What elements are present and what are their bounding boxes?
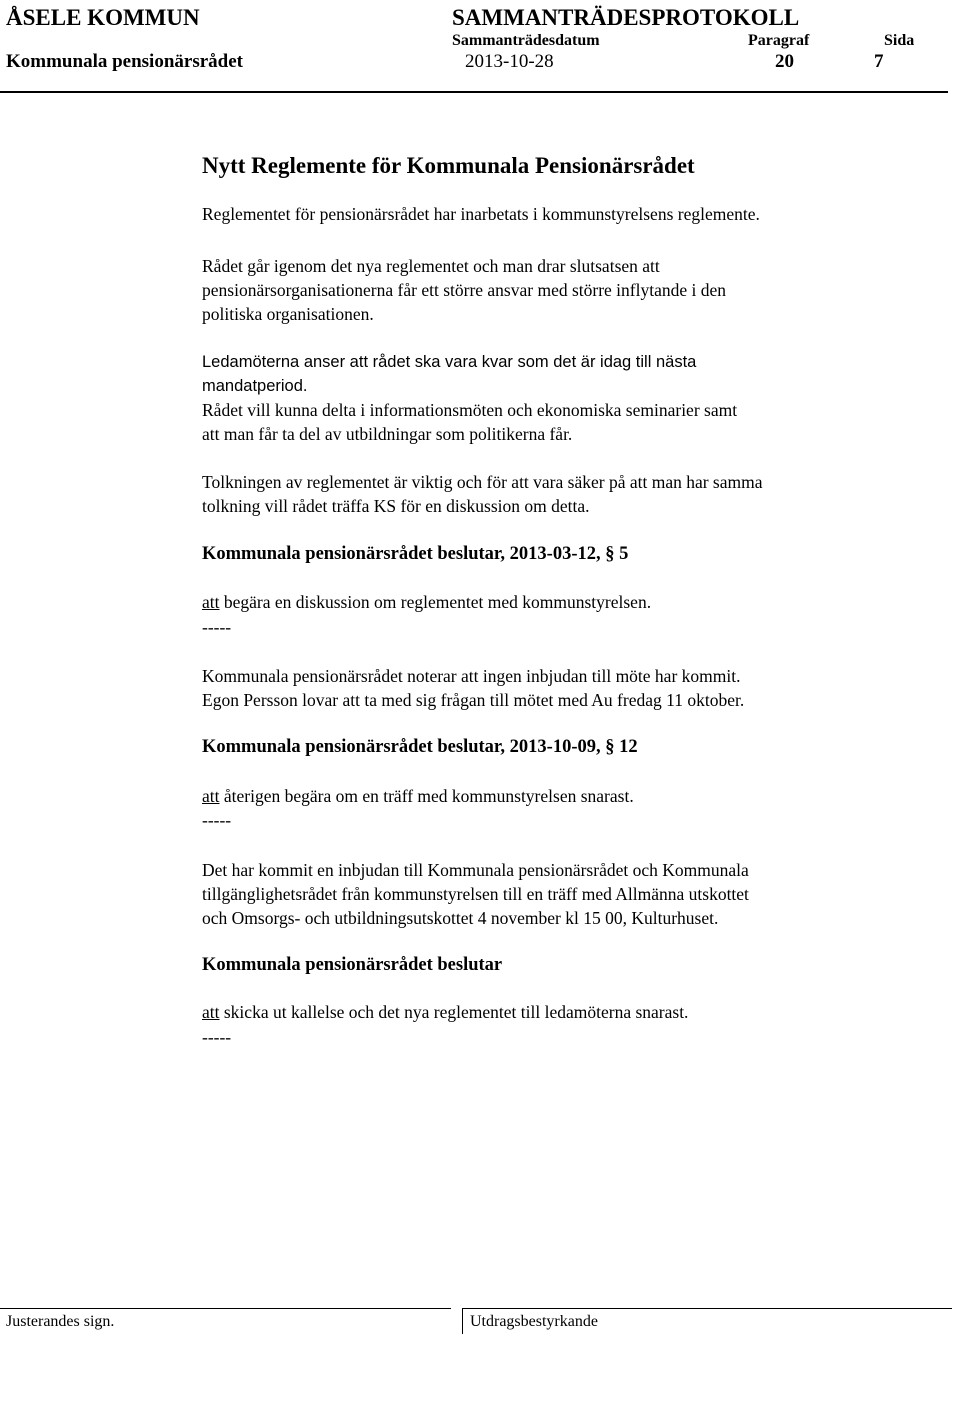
paragraph-2: Rådet går igenom det nya reglementet och man drar slutsatsen att pensionärsorganisationerna får ett större ansvar med större inflytande i den politiska organisationen.: [202, 256, 727, 324]
decision-clause: återigen begära om en träff med kommunstyrelsen snarast.: [219, 786, 634, 806]
decision-text-3: [202, 1002, 688, 1023]
paragraph-1: Reglementet för pensionärsrådet har inarbetats i kommunstyrelsens reglemente.: [202, 204, 760, 224]
document-type: SAMMANTRÄDESPROTOKOLL: [452, 5, 800, 30]
meeting-date: 2013-10-28: [465, 51, 554, 72]
section-title: Nytt Reglemente för Kommunala Pensionärsrådet: [202, 153, 695, 178]
decision-text-2: [202, 786, 634, 807]
label-paragraph: Paragraf: [748, 32, 810, 49]
paragraph-number: 20: [775, 51, 794, 72]
footer-certification-label: Utdragsbestyrkande: [470, 1313, 598, 1330]
paragraph-5: Tolkningen av reglementet är viktig och för att vara säker på att man har samma tolkning vill rådet träffa KS för en diskussion om detta.: [202, 472, 763, 516]
label-page: Sida: [884, 32, 915, 49]
decision-clause: begära en diskussion om reglementet med kommunstyrelsen.: [219, 592, 652, 612]
paragraph-3: Ledamöterna anser att rådet ska vara kvar som det är idag till nästa mandatperiod.: [202, 353, 697, 395]
paragraph-7: Det har kommit en inbjudan till Kommunala pensionärsrådet och Kommunala tillgänglighetsrådet från kommunstyrelsen till en träff med Allmänna utskottet och Omsorgs- och utbildningsutskottet 4 november kl 15 00, Kulturhuset.: [202, 860, 749, 928]
separator-2: -----: [202, 810, 232, 830]
municipality-name: ÅSELE KOMMUN: [6, 5, 200, 30]
footer-separator: [462, 1308, 463, 1334]
att-keyword: att: [202, 1002, 220, 1022]
decision-heading-3: Kommunala pensionärsrådet beslutar: [202, 955, 503, 975]
paragraph-6: Kommunala pensionärsrådet noterar att ingen inbjudan till möte har kommit. Egon Persson lovar att ta med sig frågan till mötet med Au fredag 11 oktober.: [202, 666, 745, 710]
decision-text-1: [202, 592, 651, 613]
paragraph-4: Rådet vill kunna delta i informationsmöten och ekonomiska seminarier samt att man får ta del av utbildningar som politikerna får.: [202, 400, 738, 444]
footer-divider-right: [462, 1308, 952, 1309]
decision-heading-1: Kommunala pensionärsrådet beslutar, 2013-03-12, § 5: [202, 544, 629, 564]
page-number: 7: [874, 51, 884, 72]
header-divider: [0, 91, 948, 93]
label-meeting-date: Sammanträdesdatum: [452, 32, 600, 49]
decision-heading-2: Kommunala pensionärsrådet beslutar, 2013-10-09, § 12: [202, 737, 638, 757]
footer-divider-left: [0, 1308, 451, 1309]
body-name: Kommunala pensionärsrådet: [6, 51, 243, 72]
decision-clause: skicka ut kallelse och det nya reglementet till ledamöterna snarast.: [219, 1002, 689, 1022]
att-keyword: att: [202, 592, 220, 612]
separator-3: -----: [202, 1027, 232, 1047]
att-keyword: att: [202, 786, 220, 806]
footer-signature-label: Justerandes sign.: [6, 1313, 115, 1330]
separator-1: -----: [202, 617, 232, 637]
